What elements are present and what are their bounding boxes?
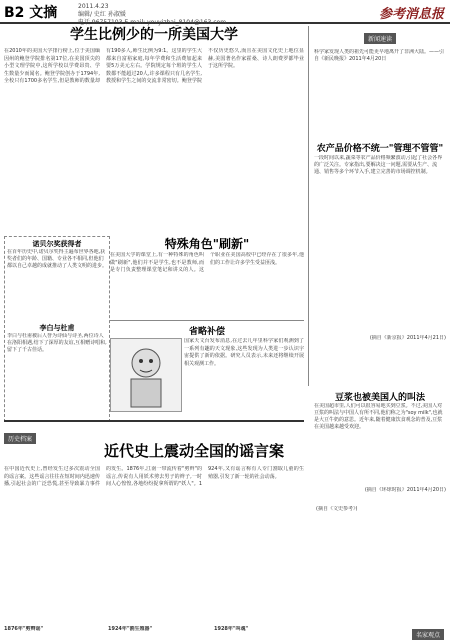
essay [110,324,304,416]
header-editor: 编辑/ 史红 孙淑媛 [78,11,126,18]
section-rule [4,420,304,422]
header-date: 2011.4.23 [78,3,109,10]
footer-label: 历史档案 [4,433,36,444]
note1-title: 诺贝尔奖获得者 [32,239,82,248]
bottom-body: 在中国近代史上,曾经发生过多次震动全国的谣言案。这些谣言往往在短时间内迅速传播,引起社会的广泛恐慌,甚至导致暴力事件的发生。1876年,江南一带流传着"剪辫"的谣言,传说有人用妖术剪去男子的辫子,一时间人心惶惶,各地纷纷捉拿所谓的"妖人"。1924年,又有谣言称有人专门割取儿童的生殖器,引发了新一轮的社会动荡。 [4,466,304,487]
top-story-body: 在2010年的美国大学排行榜上,位于美国缅因州的鲍登学院排名第17位,在美国顶尖的小型文理学院中,这所学校以学费昂贵、学生数量少而闻名。鲍登学院创办于1794年,全校只有1700多名学生,但是教师的数量却有190多人,师生比例为9:1。这里的学生大都来自富裕家庭,每年学费和生活费加起来要5万美元左右。学院规定每个班的学生人数都不能超过20人,许多课程只有几名学生,教授和学生之间的交流非常密切。鲍登学院不仅历史悠久,而且在美国文化史上地位显赫,美国著名作家霍桑、诗人朗费罗都毕业于这所学院。 [4,48,304,84]
special-story [110,236,304,316]
subhead1: 1876年"剪辫谣" [4,626,44,632]
right-column [314,26,446,386]
page-header [0,0,450,24]
header-contact: 电话 96757103 E-mail: youyizhai_8104@163.com [78,19,227,26]
column-divider [308,26,309,386]
special-title: 特殊角色"刷新" [164,237,250,251]
section-title: B2 文摘 [4,5,58,21]
note1-body: 在百年历史中,诺贝尔奖得主遍布世界各地,获奖者们的年龄、国籍、专业各不相同,但他们都以自己卓越的成就推动了人类文明的进步。 [7,249,107,269]
news-quote: 科学家发现人类的祖先可能更早地离开了非洲大陆。——引自《新民晚报》2011年4月20日 [314,49,445,62]
bottom-label: 名家观点 [412,629,444,640]
top-story-title: 学生比例少的一所美国大学 [70,27,238,43]
caricature-image [110,338,182,412]
history-source: (摘自《环球时报》2011年4月20日) [364,487,446,493]
header-meta [78,3,226,27]
note2-body: 李白与杜甫被后人誉为诗仙与诗圣,两位诗人在洛阳相遇,结下了深厚的友谊,互相赠诗唱和,留下了千古佳话。 [7,333,107,353]
masthead: 参考消息报 [378,7,444,22]
top-story [4,26,304,231]
item1-title: 农产品价格不统一"管理不管管" [316,144,444,154]
note2-title: 李白与杜甫 [39,323,75,332]
subhead3: 1928年"叫魂" [214,626,249,632]
subhead2: 1924年"割生殖器" [108,626,153,632]
history-body: 在美国超市里,人们可以很容易地买到豆浆。不过,美国人对豆浆的叫法与中国人有所不同,他们称之为"soy milk",也就是大豆牛奶的意思。近年来,随着健康饮食观念的普及,豆浆在美国越来越受欢迎。 [314,403,443,430]
left-notes [4,236,110,422]
item1-body: 一段时间以来,蔬菜等农产品价格频繁波动,引起了社会各界的广泛关注。专家指出,要解决这一问题,需要从生产、流通、销售等多个环节入手,建立完善的市场调控机制。 [314,155,443,175]
bottom-title: 近代史上震动全国的谣言案 [103,442,284,460]
news-label: 新闻速读 [364,33,396,44]
divider [110,320,304,321]
item1-source: (摘自《新京报》2011年4月21日) [369,335,446,341]
bottom-body-right: (摘自《文史参考》) [316,506,358,512]
history-title: 豆浆也被美国人的叫法 [334,393,425,403]
bottom-story [4,426,446,639]
essay-title: 省略补偿 [188,327,225,337]
special-body: 在美国大学的课堂上,有一种特殊的角色叫做"刷新",他们并不是学生,也不是教师,而是专门负责整理课堂笔记和讲义的人。这个职业在美国高校中已经存在了很多年,他们的工作让许多学生受益匪浅。 [110,252,304,273]
essay-body: 国家天文台发布消息,在过去几年里科学家们观测到了一系列有趣的天文现象,这些发现为人类进一步认识宇宙提供了新的依据。研究人员表示,未来还将继续开展相关观测工作。 [184,338,304,367]
